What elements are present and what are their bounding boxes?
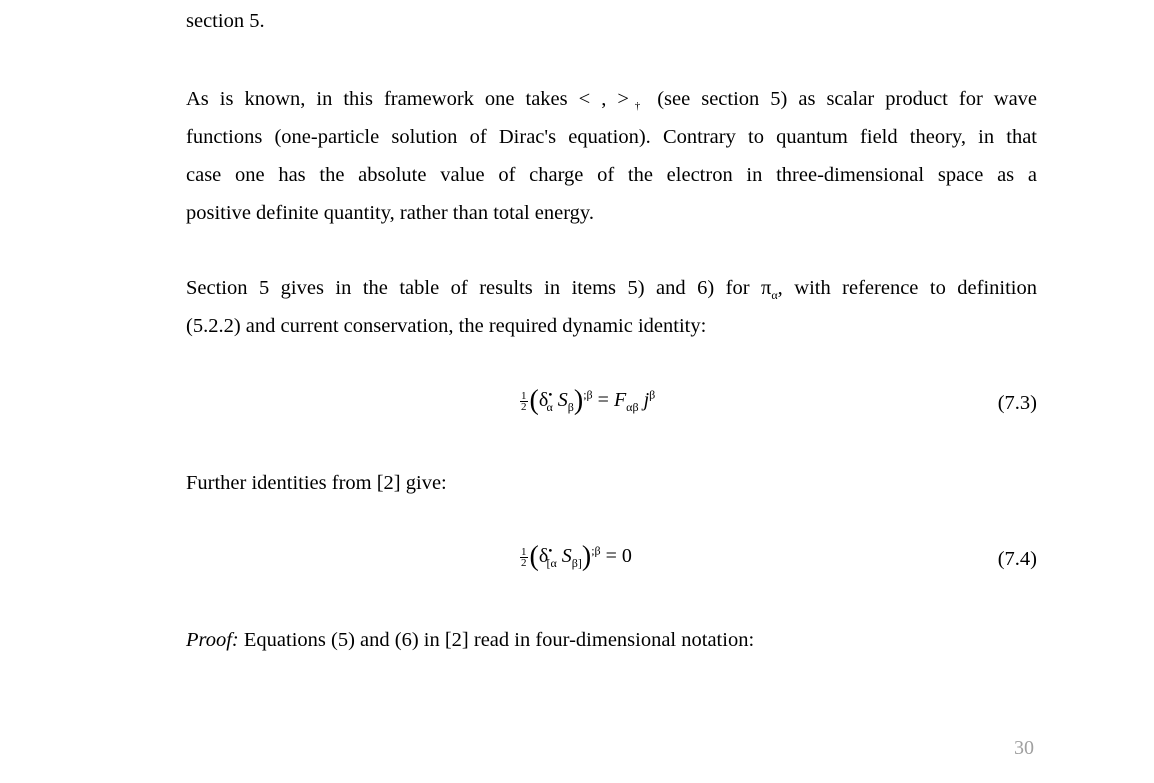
proof-text: Equations (5) and (6) in [2] read in four-dimensional notation: bbox=[243, 629, 755, 651]
s-symbol: S bbox=[557, 389, 568, 411]
further-identities-line: Further identities from [2] give: bbox=[186, 472, 447, 494]
j-superscript: β bbox=[649, 387, 656, 402]
delta-superscript: • bbox=[548, 387, 553, 402]
proof-line bbox=[186, 629, 754, 652]
f-subscript: αβ bbox=[626, 400, 639, 414]
para2-line1-before: Section 5 gives in the table of results in items 5) and 6) for bbox=[186, 277, 750, 299]
dagger-symbol: † bbox=[628, 100, 647, 112]
delta-symbol: δ bbox=[538, 389, 549, 411]
para1-line1 bbox=[186, 88, 1037, 112]
equation-7-3 bbox=[520, 385, 655, 417]
para2-line1 bbox=[186, 277, 1037, 303]
left-paren: ( bbox=[529, 385, 539, 416]
half-fraction bbox=[520, 547, 528, 568]
right-paren: ) bbox=[573, 385, 584, 416]
scalar-product-symbol bbox=[579, 88, 647, 110]
delta-superscript: • bbox=[548, 543, 553, 558]
half-fraction bbox=[520, 391, 528, 412]
pi-symbol bbox=[761, 277, 1037, 303]
derivative-superscript: ;β bbox=[583, 387, 593, 402]
para2-line2: (5.2.2) and current conservation, the required dynamic identity: bbox=[186, 315, 707, 337]
equals-sign: = bbox=[597, 389, 614, 411]
page-number: 30 bbox=[1014, 737, 1034, 759]
para1-line1-after: (see section 5) as scalar product for wave bbox=[657, 88, 1038, 110]
para1-line1-before: As is known, in this framework one takes bbox=[186, 88, 568, 110]
para1-line3: case one has the absolute value of charge of the electron in three-dimensional space as a bbox=[186, 164, 1037, 186]
s-symbol: S bbox=[561, 545, 572, 567]
left-paren: ( bbox=[529, 541, 539, 572]
derivative-superscript: ;β bbox=[591, 543, 601, 558]
fraction-numerator: 1 bbox=[521, 389, 527, 402]
s-subscript: β bbox=[567, 400, 574, 414]
delta-symbol: δ bbox=[538, 545, 549, 567]
para1-line2: functions (one-particle solution of Dirac's equation). Contrary to quantum field theory, in that bbox=[186, 126, 1037, 148]
right-paren: ) bbox=[581, 541, 592, 572]
pi-letter: π bbox=[761, 277, 772, 299]
fraction-denominator: 2 bbox=[521, 556, 527, 569]
j-symbol: j bbox=[643, 389, 650, 411]
top-line: section 5. bbox=[186, 10, 265, 32]
proof-label: Proof: bbox=[186, 629, 239, 651]
para1-line4: positive definite quantity, rather than total energy. bbox=[186, 202, 594, 224]
fraction-numerator: 1 bbox=[521, 545, 527, 558]
para2-line1-after: , with reference to definition bbox=[777, 277, 1037, 299]
f-symbol: F bbox=[613, 389, 627, 411]
delta-subscript: α bbox=[546, 400, 553, 414]
delta-subscript: [α bbox=[546, 556, 557, 570]
equation-number-7-3: (7.3) bbox=[997, 392, 1037, 414]
equation-rhs: = 0 bbox=[605, 545, 632, 567]
pi-subscript: α bbox=[771, 288, 778, 303]
scalar-product-brackets: < , > bbox=[578, 88, 629, 110]
equation-number-7-4: (7.4) bbox=[997, 548, 1037, 570]
equation-7-4 bbox=[520, 541, 632, 573]
fraction-denominator: 2 bbox=[521, 400, 527, 413]
s-subscript: β] bbox=[571, 556, 582, 570]
